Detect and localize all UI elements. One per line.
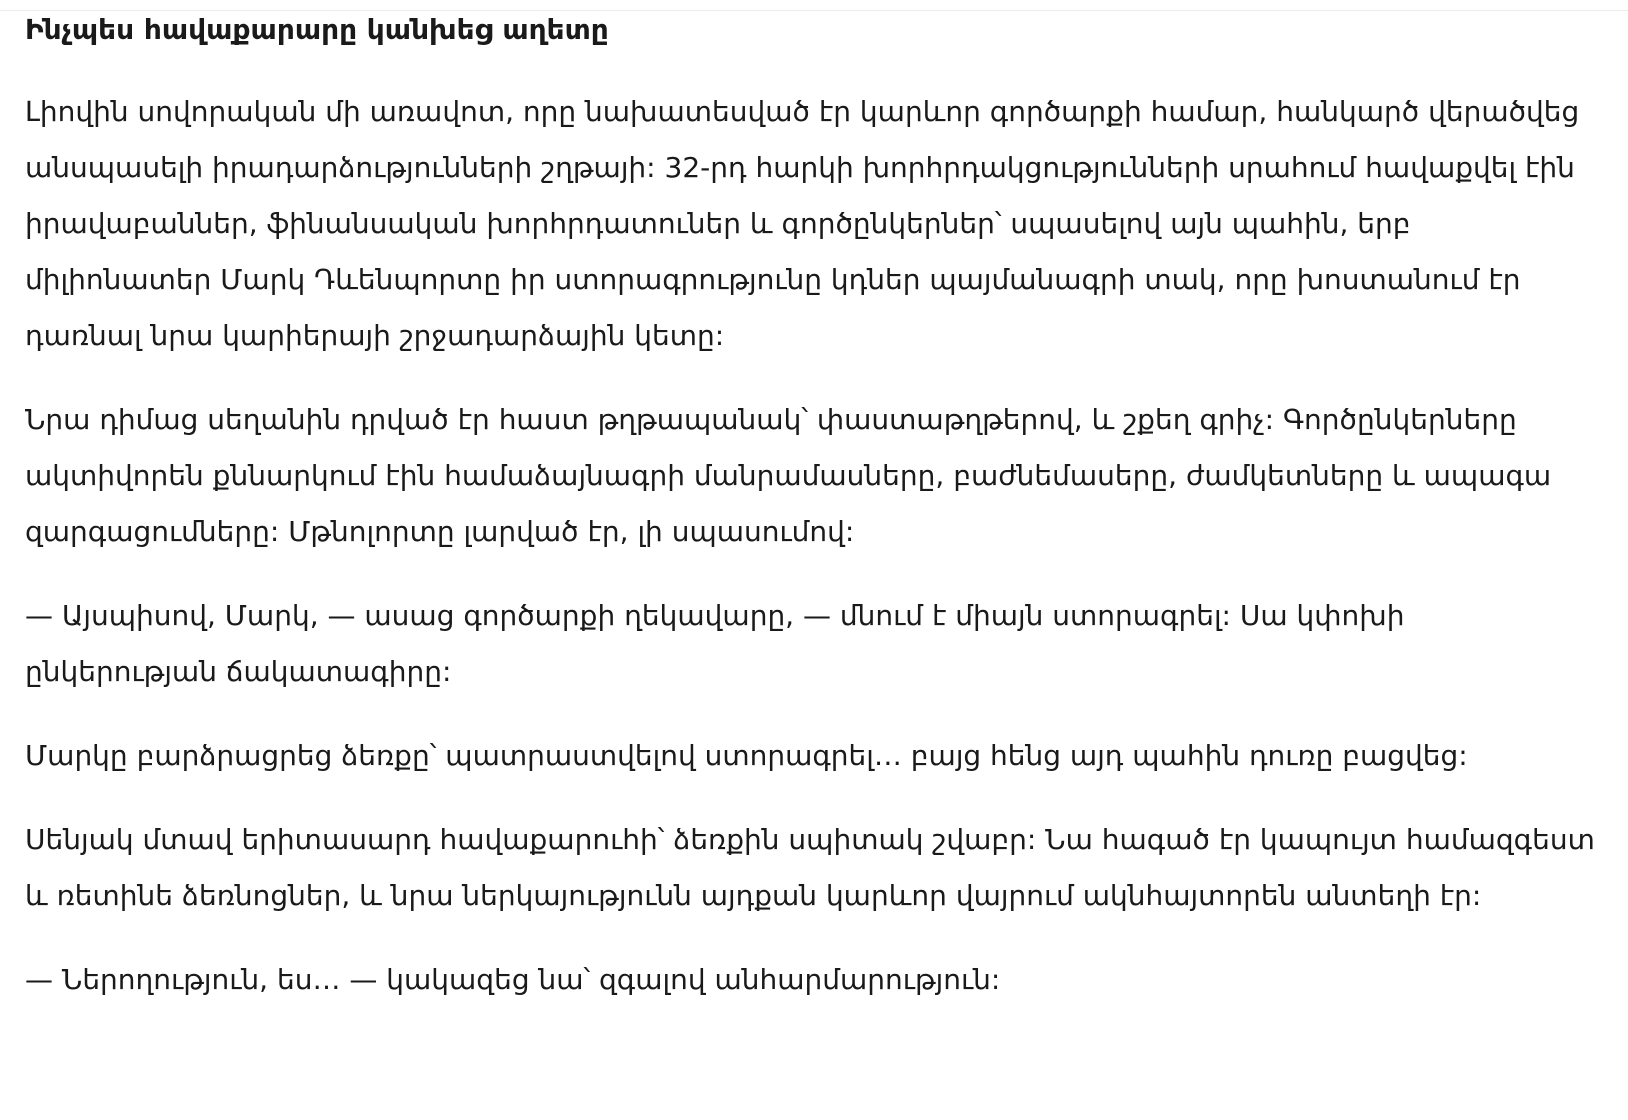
paragraph-4: Մարկը բարձրացրեց ձեռքը՝ պատրաստվելով ստորագրել… բայց հենց այդ պահին դուռը բացվեց:	[25, 739, 1468, 772]
paragraph-5: Սենյակ մտավ երիտասարդ հավաքարուհի՝ ձեռքին սպիտակ շվաբր: Նա հագած էր կապույտ համազգեստ և ռետինե ձեռնոցներ, և նրա ներկայությունն այդքան կարևոր վայրում ակնհայտորեն անտեղի էր:	[25, 823, 1595, 912]
title-spacer	[25, 52, 1605, 84]
article-title: Ինչպես հավաքարարը կանխեց աղետը	[25, 13, 609, 46]
paragraph-1: Լիովին սովորական մի առավոտ, որը նախատեսված էր կարևոր գործարքի համար, հանկարծ վերածվեց անսպասելի իրադարձությունների շղթայի: 32-րդ հարկի խորհրդակցությունների սրահում հավաքվել էին իրավաբաններ, ֆինանսական խորհրդատուներ և գործընկերներ՝ սպասելով այն պահին, երբ միլիոնատեր Մարկ Դևենպորտը իր ստորագրությունը կդներ պայմանագրի տակ, որը խոստանում էր դառնալ նրա կարիերայի շրջադարձային կետը:	[25, 95, 1580, 352]
paragraph-6: — Ներողություն, ես… — կակազեց նա՝ զգալով անհարմարություն:	[25, 963, 1001, 996]
paragraph-2: Նրա դիմաց սեղանին դրված էր հաստ թղթապանակ՝ փաստաթղթերով, և շքեղ գրիչ: Գործընկերները ակտիվորեն քննարկում էին համաձայնագրի մանրամասները, բաժնեմասերը, ժամկետները և ապագա զարգացումները: Մթնոլորտը լարված էր, լի սպասումով:	[25, 403, 1552, 548]
paragraph-3: — Այսպիսով, Մարկ, — ասաց գործարքի ղեկավարը, — մնում է միայն ստորագրել: Սա կփոխի ընկերության ճակատագիրը:	[25, 599, 1405, 688]
article	[25, 8, 1605, 1008]
